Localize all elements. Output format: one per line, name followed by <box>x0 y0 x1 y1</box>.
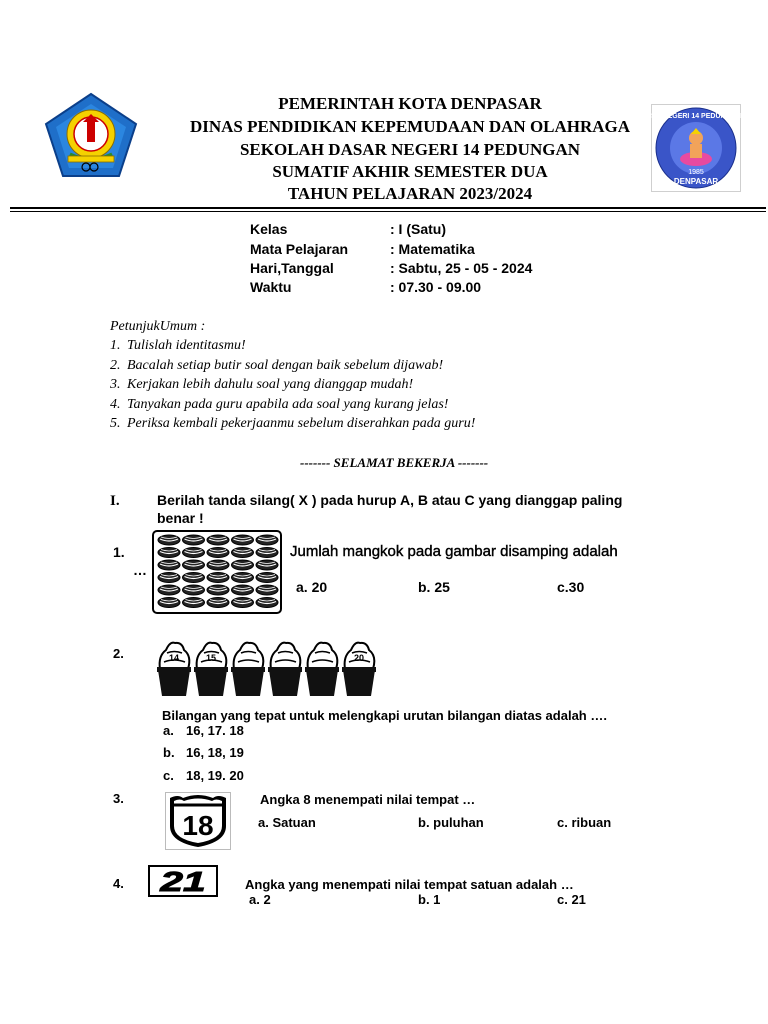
question-ellipsis: … <box>133 562 147 578</box>
header-line-5: TAHUN PELAJARAN 2023/2024 <box>287 184 533 203</box>
option-b[interactable]: b. puluhan <box>418 815 484 830</box>
bowl-icon <box>158 585 180 595</box>
option-c[interactable]: c. 21 <box>557 892 586 907</box>
bowls-grid-image <box>152 530 282 614</box>
identity-label: Mata Pelajaran <box>250 241 349 257</box>
instruction-number: 2. <box>110 358 121 373</box>
section-number: I. <box>110 493 120 509</box>
instruction-text: Bacalah setiap butir soal dengan baik sebelum dijawab! <box>127 358 444 373</box>
section-instruction: Berilah tanda silang( X ) pada hurup A, B atau C yang dianggap paling <box>157 492 623 508</box>
identity-label: Kelas <box>250 221 288 237</box>
bowl-icon <box>158 535 180 545</box>
header-line-1: PEMERINTAH KOTA DENPASAR <box>278 94 542 113</box>
bowl-icon <box>183 535 205 545</box>
header-rule-thin <box>10 211 766 212</box>
instructions-title: PetunjukUmum : <box>110 319 206 334</box>
option-b[interactable]: b. 25 <box>418 579 450 595</box>
bowl-icon <box>256 548 278 558</box>
instruction-item <box>110 356 443 375</box>
bowl-icon <box>207 535 229 545</box>
icecream-cup-icon <box>268 643 302 696</box>
bowl-icon <box>207 585 229 595</box>
icecream-cup-icon <box>157 643 191 696</box>
bowl-icon <box>158 548 180 558</box>
instruction-text: Kerjakan lebih dahulu soal yang dianggap mudah! <box>127 377 414 392</box>
instruction-number: 5. <box>110 416 121 431</box>
identity-label: Waktu <box>250 279 292 295</box>
option-a[interactable]: a. 20 <box>296 579 328 595</box>
identity-value: : Sabtu, 25 - 05 - 2024 <box>390 260 533 276</box>
identity-value: : I (Satu) <box>390 221 446 237</box>
option-a[interactable]: a. Satuan <box>258 815 316 830</box>
bowl-icon <box>207 560 229 570</box>
icecream-cup-icon <box>305 643 339 696</box>
bowl-icon <box>183 585 205 595</box>
option-a[interactable]: a. 2 <box>249 892 271 907</box>
option-letter: c. <box>163 768 174 783</box>
option-c[interactable]: c.30 <box>557 579 585 595</box>
bowl-icon <box>232 598 254 608</box>
number-box-image <box>148 865 218 897</box>
bowl-icon <box>256 598 278 608</box>
question-number: 3. <box>113 791 124 806</box>
instruction-item <box>110 336 246 355</box>
identity-label: Hari,Tanggal <box>250 260 334 276</box>
instruction-number: 4. <box>110 397 121 412</box>
bowl-icon <box>158 598 180 608</box>
instruction-text: Tulislah identitasmu! <box>127 338 246 353</box>
instruction-item <box>110 375 413 394</box>
section-instruction-cont: benar ! <box>157 510 204 526</box>
instruction-number: 1. <box>110 338 121 353</box>
option-c[interactable] <box>163 768 244 783</box>
instruction-text: Periksa kembali pekerjaanmu sebelum diserahkan pada guru! <box>127 416 476 431</box>
right-logo-name: SD.NEGERI 14 PEDUNGAN <box>651 113 741 120</box>
icecream-sequence-image <box>156 638 378 702</box>
bowl-icon <box>256 560 278 570</box>
road-sign-image <box>165 792 231 850</box>
bowl-icon <box>207 548 229 558</box>
sign-number: 18 <box>182 810 214 841</box>
bowl-icon <box>256 573 278 583</box>
header-rule <box>10 207 766 209</box>
question-text: Angka 8 menempati nilai tempat … <box>260 792 476 807</box>
icecream-cup-icon <box>194 643 228 696</box>
option-b[interactable]: b. 1 <box>418 892 441 907</box>
bowl-icon <box>256 585 278 595</box>
bowl-icon <box>158 560 180 570</box>
icecream-label: 20 <box>353 653 365 663</box>
question-number: 1. <box>113 544 125 560</box>
icecream-cup-icon <box>231 643 265 696</box>
option-letter: a. <box>163 723 174 738</box>
icecream-cup-icon <box>342 643 376 696</box>
bowl-icon <box>232 560 254 570</box>
bowl-icon <box>183 548 205 558</box>
bowl-icon <box>207 573 229 583</box>
bowl-icon <box>232 548 254 558</box>
header-line-3: SEKOLAH DASAR NEGERI 14 PEDUNGAN <box>239 140 581 159</box>
right-logo-city: DENPASAR <box>673 177 719 186</box>
question-number: 2. <box>113 646 124 661</box>
option-text: 16, 18, 19 <box>186 745 244 760</box>
header-line-2: DINAS PENDIDIKAN KEPEMUDAAN DAN OLAHRAGA <box>189 117 631 136</box>
instruction-item <box>110 414 475 433</box>
option-c[interactable]: c. ribuan <box>557 815 612 830</box>
bowl-icon <box>207 598 229 608</box>
bowl-icon <box>256 535 278 545</box>
identity-value: : 07.30 - 09.00 <box>390 279 482 295</box>
box-number: 21 <box>160 866 206 897</box>
bowl-icon <box>232 573 254 583</box>
option-b[interactable] <box>163 745 244 760</box>
option-text: 18, 19. 20 <box>186 768 244 783</box>
bowl-icon <box>183 573 205 583</box>
question-number: 4. <box>113 876 124 891</box>
bowl-icon <box>158 573 180 583</box>
icecream-label: 14 <box>168 653 180 663</box>
instruction-number: 3. <box>110 377 121 392</box>
question-text: Jumlah mangkok pada gambar disamping adalah <box>290 543 618 560</box>
instruction-text: Tanyakan pada guru apabila ada soal yang kurang jelas! <box>127 397 449 412</box>
option-text: 16, 17. 18 <box>186 723 244 738</box>
icecream-label: 15 <box>205 653 217 663</box>
option-letter: b. <box>163 745 175 760</box>
header-line-4: SUMATIF AKHIR SEMESTER DUA <box>272 162 548 181</box>
option-a[interactable] <box>163 723 244 738</box>
bowl-icon <box>183 598 205 608</box>
identity-value: : Matematika <box>390 241 475 257</box>
bowl-icon <box>232 585 254 595</box>
bowl-icon <box>232 535 254 545</box>
question-text: Angka yang menempati nilai tempat satuan adalah … <box>245 877 574 892</box>
bowl-icon <box>183 560 205 570</box>
question-text: Bilangan yang tepat untuk melengkapi urutan bilangan diatas adalah …. <box>162 708 607 723</box>
greeting: ------- SELAMAT BEKERJA ------- <box>300 455 489 470</box>
right-logo-year: 1985 <box>688 169 704 176</box>
instruction-item <box>110 395 448 414</box>
